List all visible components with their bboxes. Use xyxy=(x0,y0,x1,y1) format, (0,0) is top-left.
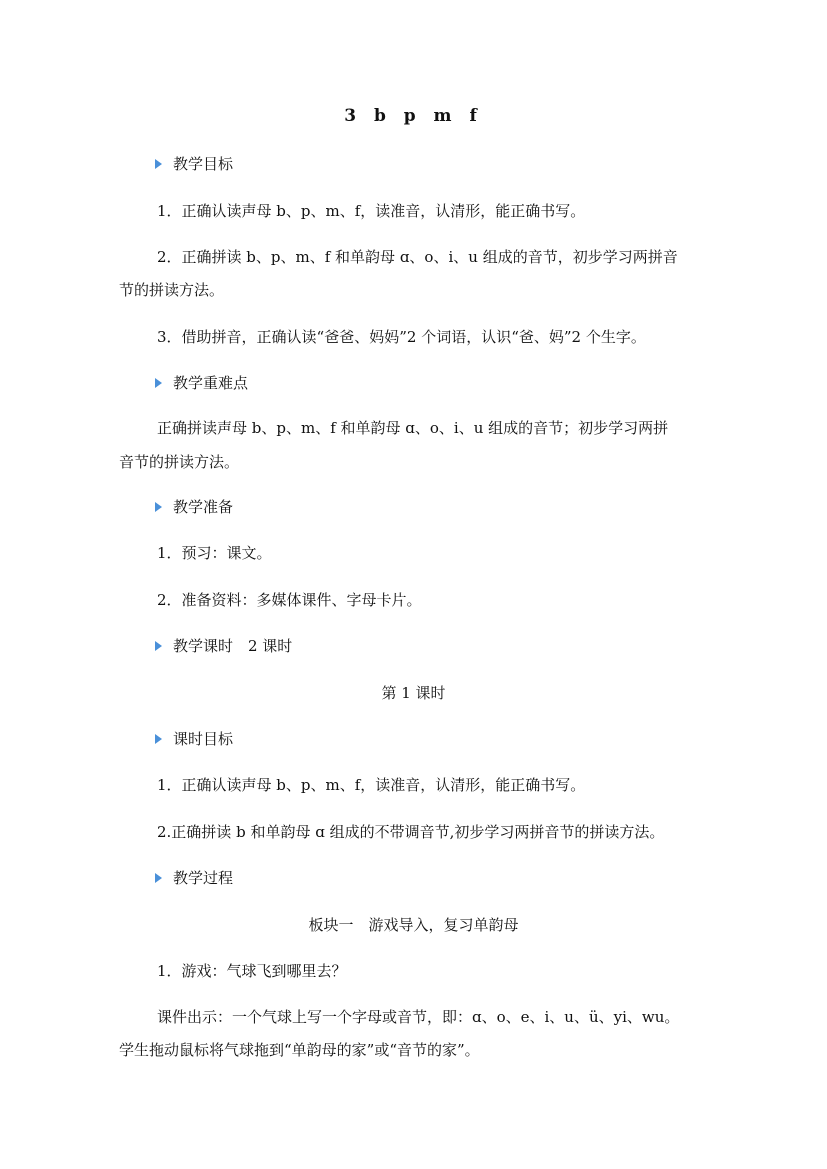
heading-label: 教学过程 xyxy=(173,869,234,887)
goal-1: 1．正确认读声母 b、p、m、f，读准音，认清形，能正确书写。 xyxy=(157,202,586,220)
heading-label: 教学准备 xyxy=(173,498,234,516)
triangle-bullet-icon xyxy=(155,641,162,651)
difficulty-line-2: 音节的拼读方法。 xyxy=(119,453,240,471)
prep-2: 2．准备资料：多媒体课件、字母卡片。 xyxy=(157,591,422,609)
heading-label: 教学目标 xyxy=(173,155,234,173)
triangle-bullet-icon xyxy=(155,502,162,512)
triangle-bullet-icon xyxy=(155,734,162,744)
heading-label: 课时目标 xyxy=(173,730,234,748)
goal-2-continued: 节的拼读方法。 xyxy=(119,281,225,299)
triangle-bullet-icon xyxy=(155,378,162,388)
block-item-1: 1．游戏：气球飞到哪里去？ xyxy=(157,962,347,980)
heading-label: 教学重难点 xyxy=(173,374,249,392)
block-item-2: 课件出示：一个气球上写一个字母或音节，即：ɑ、o、e、i、u、ü、yi、wu。 xyxy=(157,1008,680,1026)
heading-lesson-goals xyxy=(155,729,233,749)
triangle-bullet-icon xyxy=(155,159,162,169)
goal-3: 3．借助拼音，正确认读“爸爸、妈妈”2 个词语，认识“爸、妈”2 个生字。 xyxy=(157,328,646,346)
heading-preparation xyxy=(155,497,233,517)
heading-teaching-goals xyxy=(155,154,233,174)
prep-1: 1．预习：课文。 xyxy=(157,544,272,562)
heading-teaching-process xyxy=(155,868,233,888)
triangle-bullet-icon xyxy=(155,873,162,883)
heading-class-hours xyxy=(155,636,292,656)
difficulty-line-1: 正确拼读声母 b、p、m、f 和单韵母 ɑ、o、i、u 组成的音节；初步学习两拼 xyxy=(157,419,669,437)
lesson-title: 第 1 课时 xyxy=(381,684,446,702)
heading-key-difficulties xyxy=(155,373,248,393)
lesson-goal-1: 1．正确认读声母 b、p、m、f，读准音，认清形，能正确书写。 xyxy=(157,776,586,794)
heading-label: 教学课时 2 课时 xyxy=(173,637,293,655)
page-title: 3 b p m f xyxy=(344,106,483,126)
goal-2: 2．正确拼读 b、p、m、f 和单韵母 ɑ、o、i、u 组成的音节，初步学习两拼音 xyxy=(157,248,678,266)
block-title: 板块一 游戏导入，复习单韵母 xyxy=(308,916,519,934)
lesson-goal-2: 2.正确拼读 b 和单韵母 ɑ 组成的不带调音节,初步学习两拼音节的拼读方法。 xyxy=(157,823,665,841)
block-item-2-continued: 学生拖动鼠标将气球拖到“单韵母的家”或“音节的家”。 xyxy=(119,1041,480,1059)
